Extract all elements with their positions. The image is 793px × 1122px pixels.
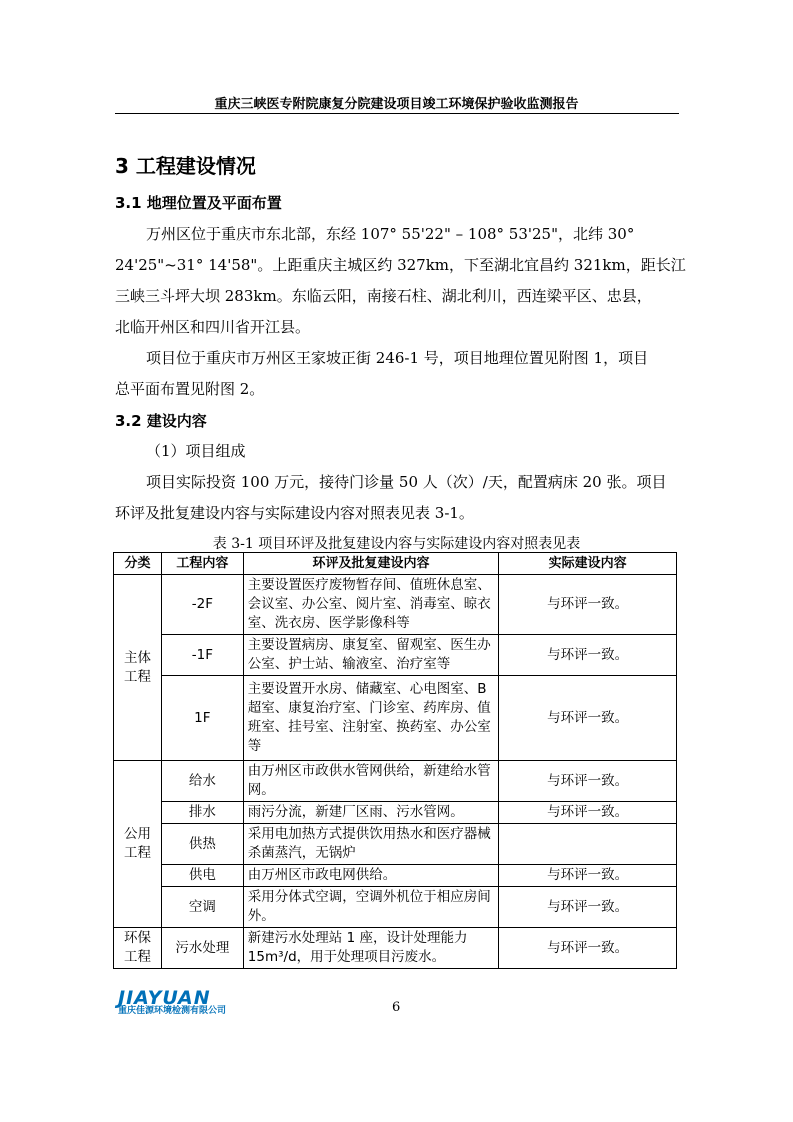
paragraph-line: 万州区位于重庆市东北部，东经 107° 55'22" – 108° 53'25"，北纬 30° — [146, 225, 635, 243]
actual-cell: 与环评一致。 — [499, 802, 677, 824]
actual-cell: 与环评一致。 — [499, 761, 677, 802]
table-row — [114, 887, 677, 928]
table-row — [114, 635, 677, 676]
company-logo: JIAYUAN — [118, 987, 211, 1009]
table-row — [114, 824, 677, 865]
plan-cell: 采用电加热方式提供饮用热水和医疗器械杀菌蒸汽，无锅炉 — [243, 824, 499, 865]
table-caption: 表 3-1 项目环评及批复建设内容与实际建设内容对照表见表 — [212, 536, 581, 552]
paragraph-line: 24'25"~31° 14'58"。上距重庆主城区约 327km，下至湖北宜昌约 321km，距长江 — [115, 256, 686, 274]
comparison-table — [113, 552, 677, 969]
paragraph-line: 环评及批复建设内容与实际建设内容对照表见表 3-1。 — [115, 504, 474, 522]
paragraph-line: 项目实际投资 100 万元，接待门诊量 50 人（次）/天，配置病床 20 张。项目 — [146, 473, 667, 491]
column-header: 环评及批复建设内容 — [243, 553, 499, 575]
company-name: 重庆佳源环境检测有限公司 — [118, 1006, 227, 1016]
plan-cell: 雨污分流，新建厂区雨、污水管网。 — [243, 802, 499, 824]
plan-cell: 采用分体式空调，空调外机位于相应房间外。 — [243, 887, 499, 928]
table-row — [114, 802, 677, 824]
table-row — [114, 865, 677, 887]
plan-cell: 由万州区市政供水管网供给，新建给水管网。 — [243, 761, 499, 802]
item-cell: 供电 — [161, 865, 243, 887]
plan-cell: 由万州区市政电网供给。 — [243, 865, 499, 887]
plan-cell: 新建污水处理站 1 座，设计处理能力 15m³/d，用于处理项目污废水。 — [243, 928, 499, 969]
table-row — [114, 575, 677, 635]
category-cell: 公用 工程 — [114, 761, 162, 928]
column-header: 分类 — [114, 553, 162, 575]
subsection-title-3-2: 3.2 建设内容 — [115, 412, 207, 430]
actual-cell: 与环评一致。 — [499, 887, 677, 928]
subsection-title-3-1: 3.1 地理位置及平面布置 — [115, 194, 282, 212]
item-cell: 给水 — [161, 761, 243, 802]
item-cell: -2F — [161, 575, 243, 635]
section-title: 3 工程建设情况 — [115, 154, 256, 178]
table-row — [114, 676, 677, 761]
item-cell: 污水处理 — [161, 928, 243, 969]
paragraph-line: 三峡三斗坪大坝 283km。东临云阳，南接石柱、湖北利川，西连梁平区、忠县， — [115, 287, 652, 305]
column-header: 工程内容 — [161, 553, 243, 575]
paragraph-line: 北临开州区和四川省开江县。 — [115, 318, 311, 336]
paragraph-line: 项目位于重庆市万州区王家坡正街 246-1 号，项目地理位置见附图 1，项目 — [146, 349, 649, 367]
paragraph-line: 总平面布置见附图 2。 — [115, 380, 265, 398]
actual-cell: 与环评一致。 — [499, 928, 677, 969]
plan-cell: 主要设置开水房、储藏室、心电图室、B 超室、康复治疗室、门诊室、药库房、值班室、挂号室、注射室、换药室、办公室等 — [243, 676, 499, 761]
table-header-row — [114, 553, 677, 575]
item-cell: 排水 — [161, 802, 243, 824]
item-cell: 空调 — [161, 887, 243, 928]
actual-cell: 与环评一致。 — [499, 575, 677, 635]
item-cell: -1F — [161, 635, 243, 676]
column-header: 实际建设内容 — [499, 553, 677, 575]
category-cell: 环保 工程 — [114, 928, 162, 969]
page-number: 6 — [392, 1000, 401, 1015]
list-item-label: （1）项目组成 — [146, 442, 246, 460]
header-title: 重庆三峡医专附院康复分院建设项目竣工环境保护验收监测报告 — [214, 97, 579, 112]
header-rule — [115, 113, 679, 114]
item-cell: 供热 — [161, 824, 243, 865]
table-row — [114, 761, 677, 802]
actual-cell — [499, 824, 677, 865]
plan-cell: 主要设置病房、康复室、留观室、医生办公室、护士站、输液室、治疗室等 — [243, 635, 499, 676]
item-cell: 1F — [161, 676, 243, 761]
actual-cell: 与环评一致。 — [499, 676, 677, 761]
table-row — [114, 928, 677, 969]
actual-cell: 与环评一致。 — [499, 635, 677, 676]
category-cell: 主体 工程 — [114, 575, 162, 761]
actual-cell: 与环评一致。 — [499, 865, 677, 887]
plan-cell: 主要设置医疗废物暂存间、值班休息室、会议室、办公室、阅片室、消毒室、晾衣室、洗衣房、医学影像科等 — [243, 575, 499, 635]
